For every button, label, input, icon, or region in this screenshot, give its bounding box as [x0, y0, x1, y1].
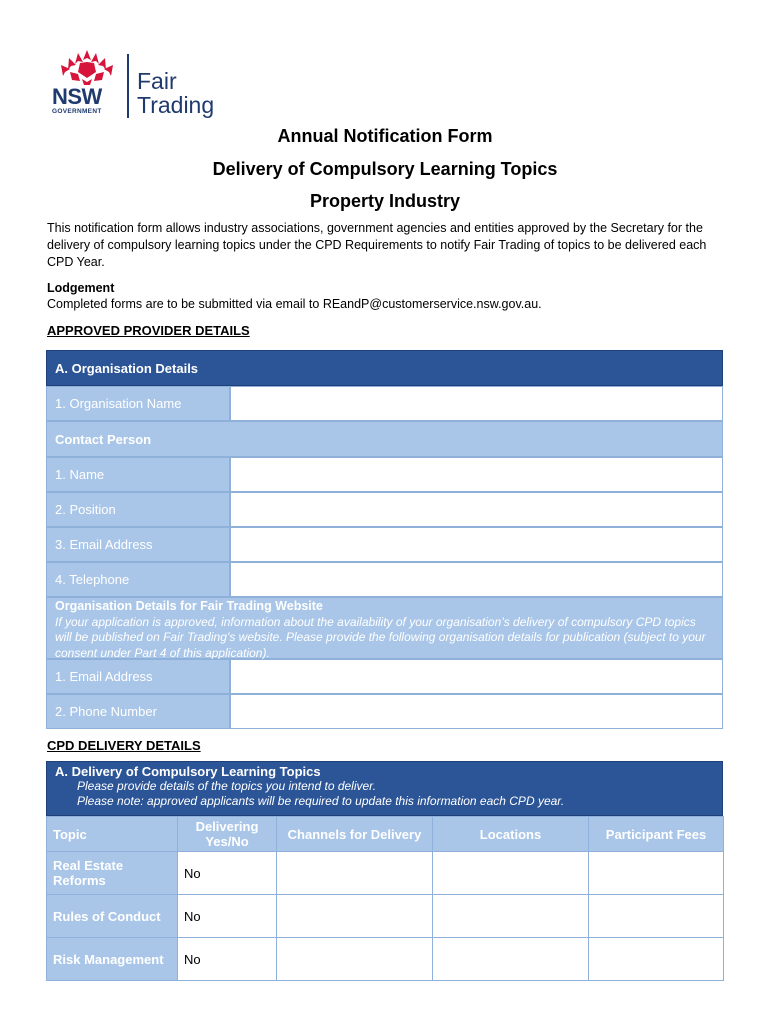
logo-divider [127, 54, 129, 118]
contact-telephone-input[interactable] [230, 562, 723, 597]
locations-input[interactable] [433, 938, 589, 981]
form-title: Annual Notification Form [277, 126, 493, 146]
column-header-topic: Topic [47, 817, 178, 852]
cpd-topics-note-2: Please note: approved applicants will be required to update this information each CPD year. [77, 794, 565, 808]
logo-government-text: GOVERNMENT [52, 108, 102, 115]
contact-email-input[interactable] [230, 527, 723, 562]
contact-name-row [46, 457, 723, 492]
table-header-row [47, 817, 724, 852]
contact-position-label: 2. Position [46, 492, 230, 527]
topic-cell: Rules of Conduct [47, 895, 178, 938]
organisation-name-row [46, 386, 723, 421]
cpd-topics-header [46, 761, 723, 816]
column-header-fees: Participant Fees [589, 817, 724, 852]
website-details-header [46, 597, 723, 659]
website-phone-row [46, 694, 723, 729]
website-email-input[interactable] [230, 659, 723, 694]
contact-email-row [46, 527, 723, 562]
cpd-delivery-heading: CPD DELIVERY DETAILS [47, 738, 201, 753]
fees-input[interactable] [589, 938, 724, 981]
intro-paragraph: This notification form allows industry associations, government agencies and entities approved by the Secretary for the delivery of compulsory learning topics under the CPD Requirements to notify Fair Trading of topics to be delivered each CPD Year. [47, 221, 707, 269]
organisation-details-header: A. Organisation Details [46, 350, 723, 386]
fees-input[interactable] [589, 852, 724, 895]
form-subtitle: Delivery of Compulsory Learning Topics [212, 159, 558, 179]
website-details-heading: Organisation Details for Fair Trading Website [55, 599, 323, 613]
fees-input[interactable] [589, 895, 724, 938]
cpd-topics-heading: A. Delivery of Compulsory Learning Topics [55, 764, 321, 779]
locations-input[interactable] [433, 852, 589, 895]
contact-email-label: 3. Email Address [46, 527, 230, 562]
locations-input[interactable] [433, 895, 589, 938]
form-industry: Property Industry [309, 191, 461, 211]
column-header-channels: Channels for Delivery [277, 817, 433, 852]
website-details-note: If your application is approved, information about the availability of your organisation’s delivery of compulsory CPD topics will be published on Fair Trading’s website. Please provide the following organisation details for publication (subject to your consent under Part 4 of this application). [55, 614, 706, 660]
website-phone-label: 2. Phone Number [46, 694, 230, 729]
contact-telephone-row [46, 562, 723, 597]
channels-input[interactable] [277, 895, 433, 938]
delivering-select[interactable]: No [178, 938, 277, 981]
lodgement-heading: Lodgement [47, 281, 115, 295]
contact-telephone-label: 4. Telephone [46, 562, 230, 597]
website-email-label: 1. Email Address [46, 659, 230, 694]
nsw-fair-trading-logo [48, 48, 234, 122]
channels-input[interactable] [277, 938, 433, 981]
contact-name-label: 1. Name [46, 457, 230, 492]
waratah-icon [50, 48, 124, 86]
website-phone-input[interactable] [230, 694, 723, 729]
column-header-locations: Locations [433, 817, 589, 852]
topic-cell: Real Estate Reforms [47, 852, 178, 895]
contact-position-row [46, 492, 723, 527]
contact-position-input[interactable] [230, 492, 723, 527]
organisation-name-label: 1. Organisation Name [46, 386, 230, 421]
delivering-select[interactable]: No [178, 895, 277, 938]
contact-person-header: Contact Person [46, 421, 723, 457]
website-email-row [46, 659, 723, 694]
column-header-delivering: Delivering Yes/No [178, 817, 277, 852]
logo-nsw-text: NSW [52, 84, 102, 109]
contact-name-input[interactable] [230, 457, 723, 492]
logo-fair-text: Fair [137, 68, 177, 94]
cpd-topics-table [46, 816, 724, 981]
delivering-select[interactable]: No [178, 852, 277, 895]
lodgement-text: Completed forms are to be submitted via email to REandP@customerservice.nsw.gov.au. [47, 297, 542, 311]
logo-trading-text: Trading [137, 92, 215, 118]
table-row [47, 895, 724, 938]
channels-input[interactable] [277, 852, 433, 895]
cpd-topics-note-1: Please provide details of the topics you intend to deliver. [77, 779, 377, 793]
table-row [47, 852, 724, 895]
table-row [47, 938, 724, 981]
organisation-name-input[interactable] [230, 386, 723, 421]
approved-provider-heading: APPROVED PROVIDER DETAILS [47, 323, 250, 338]
topic-cell: Risk Management [47, 938, 178, 981]
